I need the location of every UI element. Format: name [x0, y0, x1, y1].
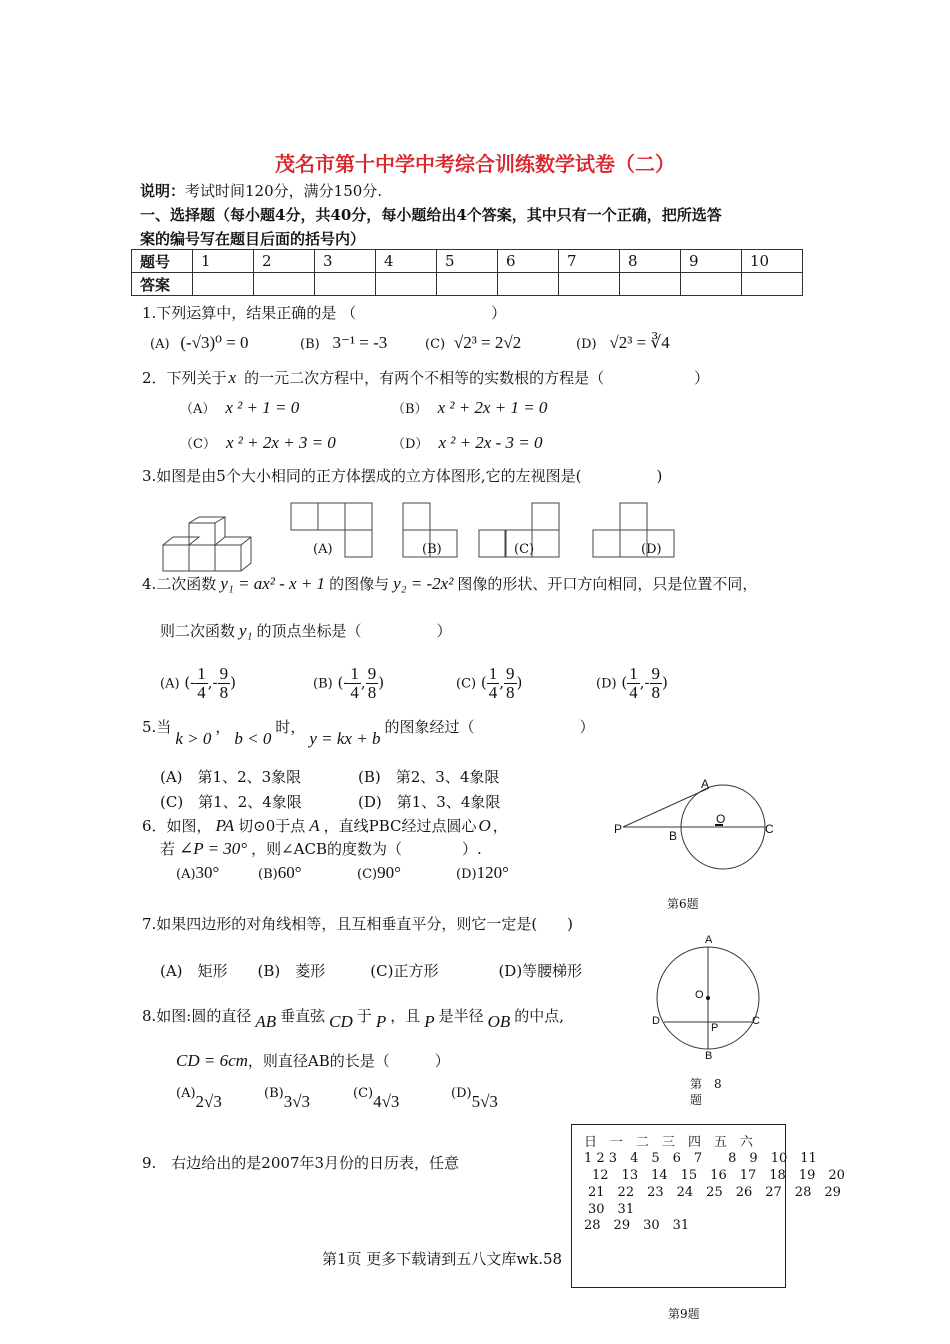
table-cell: 2	[254, 250, 315, 273]
table-cell: 3	[315, 250, 376, 273]
calendar-row: 12 13 14 15 16 17 18 19 20	[592, 1168, 845, 1183]
q9-caption: 第9题	[668, 1307, 700, 1321]
q8-label-d: D	[652, 1015, 660, 1027]
answer-cell[interactable]	[376, 273, 437, 296]
q8-option-c: (C)4√3	[353, 1086, 400, 1111]
q4-option-b: (B) (- $\frac{1}{4}$ , $\frac{9}{8}$ )	[313, 664, 385, 702]
q4-stem	[142, 573, 757, 594]
q4-line2-var: y₁	[239, 621, 253, 640]
section1-line1: 一、选择题（每小题4分，共40分，每小题给出4个答案，其中只有一个正确，把所选答	[140, 206, 722, 224]
calendar-row: 21 22 23 24 25 26 27 28 29	[588, 1185, 841, 1200]
table-row	[132, 250, 803, 273]
q7-options: (A) 矩形 (B) 菱形 (C)正方形 (D)等腰梯形	[160, 962, 583, 980]
q8-figure	[650, 940, 770, 1060]
section1-line2: 案的编号写在题目后面的括号内）	[140, 230, 366, 248]
table-cell: 9	[681, 250, 742, 273]
q1-option-c: (C)	[425, 337, 446, 352]
q5-stem-a: 5.当	[142, 718, 172, 736]
q2-expr-a: x ² + 1 = 0	[225, 398, 300, 417]
q4-line2-b: 的顶点坐标是（ ）	[256, 622, 452, 640]
q2-option-a: （A）	[180, 402, 216, 417]
q6-line2: 若 ∠P = 30° ，则∠ACB的度数为（ ）.	[160, 839, 482, 858]
q8-label-c: C	[752, 1015, 760, 1027]
q3-stem: 3.如图是由5个大小相同的正方体摆成的立方体图形,它的左视图是( )	[142, 467, 663, 485]
q1-option-a: (A)	[150, 337, 170, 352]
q2-stem-a: 2．下列关于	[142, 369, 227, 387]
q4-stem-c: 图像的形状、开口方向相同，只是位置不同，	[457, 575, 758, 593]
q4-label-c: (C)	[456, 676, 477, 692]
q5-stem-b: 时，	[275, 718, 306, 736]
q4-stem-b: 的图像与	[329, 575, 390, 593]
q4-label-d: (D)	[596, 676, 617, 692]
q6-angle: ∠P = 30°	[179, 839, 248, 858]
answer-table	[131, 249, 803, 296]
q4-option-a: (A) (- $\frac{1}{4}$ ,- $\frac{9}{8}$ )	[160, 664, 236, 702]
q1-stem: 1.下列运算中，结果正确的是 （ ）	[142, 304, 507, 322]
answer-cell[interactable]	[742, 273, 803, 296]
q8-label-p: P	[711, 1022, 719, 1034]
q6-pa: PA	[215, 816, 235, 835]
q4-line2-a: 则二次函数	[160, 622, 236, 640]
table-cell: 8	[620, 250, 681, 273]
q4-line2	[160, 620, 452, 641]
q5-option-a: (A) 第1、2、3象限	[160, 768, 302, 786]
q5-cond2: b < 0	[234, 729, 272, 748]
q6-option-c: (C)90°	[357, 863, 401, 882]
q5-stem: 5.当k > 0，b < 0时，y = kx + b的图象经过（ ）	[142, 718, 595, 748]
q8-expr: CD = 6cm	[176, 1051, 248, 1070]
q6-option-b: (B)60°	[258, 863, 302, 882]
q3-label-c: (C)	[514, 542, 535, 557]
q3-cube-figure	[155, 515, 275, 575]
q5-cond1: k > 0	[175, 729, 212, 748]
q3-option-d-figure	[592, 502, 677, 558]
table-header-answer: 答案	[132, 273, 193, 296]
q2-expr-d: x ² + 2x - 3 = 0	[438, 433, 543, 452]
q8-line1: 8.如图:圆的直径 AB 垂直弦 CD 于 P ，且 P 是半径 OB 的中点,	[142, 1007, 565, 1031]
table-cell: 7	[559, 250, 620, 273]
q6-line1: 6．如图， PA 切⊙0于点 A ，直线PBC经过点圆心 O ，	[142, 816, 508, 835]
table-cell: 4	[376, 250, 437, 273]
q9-stem: 9. 右边给出的是2007年3月份的日历表，任意	[142, 1154, 460, 1172]
page-title: 茂名市第十中学中考综合训练数学试卷（二）	[275, 152, 675, 176]
intro-text: 考试时间120分，满分150分.	[185, 182, 383, 200]
answer-cell[interactable]	[498, 273, 559, 296]
q1-expr-a: (-√3)⁰ = 0	[180, 333, 249, 352]
q2-expr-b: x ² + 2x + 1 = 0	[437, 398, 548, 417]
q2-option-c: （C）	[180, 437, 216, 452]
table-row	[132, 273, 803, 296]
answer-cell[interactable]	[559, 273, 620, 296]
q1-expr-b: 3⁻¹ = -3	[332, 333, 388, 352]
q8-caption-2: 题	[690, 1093, 703, 1107]
q1-expr-c: √2³ = 2√2	[453, 333, 522, 352]
q3-option-a-figure	[290, 502, 380, 558]
q6-label-b: B	[669, 829, 678, 843]
answer-cell[interactable]	[681, 273, 742, 296]
q4-expr2: y₂ = -2x²	[393, 574, 454, 593]
intro	[140, 180, 382, 201]
answer-cell[interactable]	[254, 273, 315, 296]
q3-label-a: (A)	[313, 542, 333, 557]
q6-label-p: P	[614, 822, 623, 836]
table-header-number: 题号	[132, 250, 193, 273]
q6-caption: 第6题	[667, 897, 699, 911]
calendar-row: 1 2 3 4 5 6 7 8 9 10 11	[584, 1151, 817, 1166]
q2-expr-c: x ² + 2x + 3 = 0	[225, 433, 336, 452]
table-cell: 1	[193, 250, 254, 273]
q8-option-a: (A)2√3	[176, 1086, 222, 1111]
q6-label-o: O	[716, 812, 726, 826]
q1-expr-d: √2³ = ∛4	[609, 333, 670, 352]
q5-option-c: (C) 第1、2、4象限	[160, 793, 302, 811]
table-cell: 10	[742, 250, 803, 273]
q1-option-d: (D)	[576, 337, 597, 352]
q6-label-c: C	[765, 822, 774, 836]
q2-stem-b: 的一元二次方程中，有两个不相等的实数根的方程是（ ）	[244, 369, 710, 387]
q2-option-d: （D）	[392, 437, 429, 452]
calendar-header: 日 一 二 三 四 五 六	[584, 1135, 754, 1150]
q2-option-b: （B）	[392, 402, 428, 417]
answer-cell[interactable]	[620, 273, 681, 296]
q4-label-a: (A)	[160, 676, 180, 692]
calendar-row: 28 29 30 31	[584, 1218, 690, 1233]
q5-option-d: (D) 第1、3、4象限	[358, 793, 501, 811]
q8-label-o: O	[695, 989, 704, 1001]
table-cell: 5	[437, 250, 498, 273]
table-cell: 6	[498, 250, 559, 273]
answer-cell[interactable]	[193, 273, 254, 296]
q1-option-b: (B)	[300, 337, 320, 352]
q5-expr: y = kx + b	[309, 729, 381, 748]
q4-label-b: (B)	[313, 676, 333, 692]
q8-option-d: (D)5√3	[451, 1086, 498, 1111]
q2-stem	[142, 367, 709, 388]
q7-stem: 7.如果四边形的对角线相等，且互相垂直平分，则它一定是( )	[142, 915, 574, 933]
q4-option-c: (C) ( $\frac{1}{4}$ , $\frac{9}{8}$ )	[456, 664, 523, 702]
q5-stem-c: 的图象经过（ ）	[384, 718, 595, 736]
q8-label-b: B	[705, 1050, 713, 1062]
q1-options	[150, 333, 249, 353]
q8-label-a: A	[705, 934, 713, 946]
q6-option-a: (A)30°	[176, 863, 220, 882]
q6-figure	[605, 775, 785, 875]
q3-label-d: (D)	[641, 542, 662, 557]
q8-option-b: (B)3√3	[264, 1086, 311, 1111]
page-footer: 第1页 更多下载请到五八文库wk.58	[322, 1250, 563, 1268]
answer-cell[interactable]	[437, 273, 498, 296]
q4-expr1: y₁ = ax² - x + 1	[220, 574, 326, 593]
q2-var: x	[228, 368, 237, 387]
calendar-row: 30 31	[588, 1202, 635, 1217]
q8-line2: CD = 6cm，则直径AB的长是（ ）	[176, 1051, 450, 1070]
q5-option-b: (B) 第2、3、4象限	[358, 768, 500, 786]
q8-caption-1: 第 8	[690, 1077, 722, 1091]
q6-option-d: (D)120°	[456, 863, 509, 882]
q3-label-b: (B)	[422, 542, 442, 557]
q4-stem-a: 4.二次函数	[142, 575, 217, 593]
intro-label: 说明：	[140, 182, 186, 200]
q6-label-a: A	[701, 777, 710, 791]
answer-cell[interactable]	[315, 273, 376, 296]
q4-option-d: (D) ( $\frac{1}{4}$ ,- $\frac{9}{8}$ )	[596, 664, 668, 702]
calendar	[571, 1124, 845, 1288]
